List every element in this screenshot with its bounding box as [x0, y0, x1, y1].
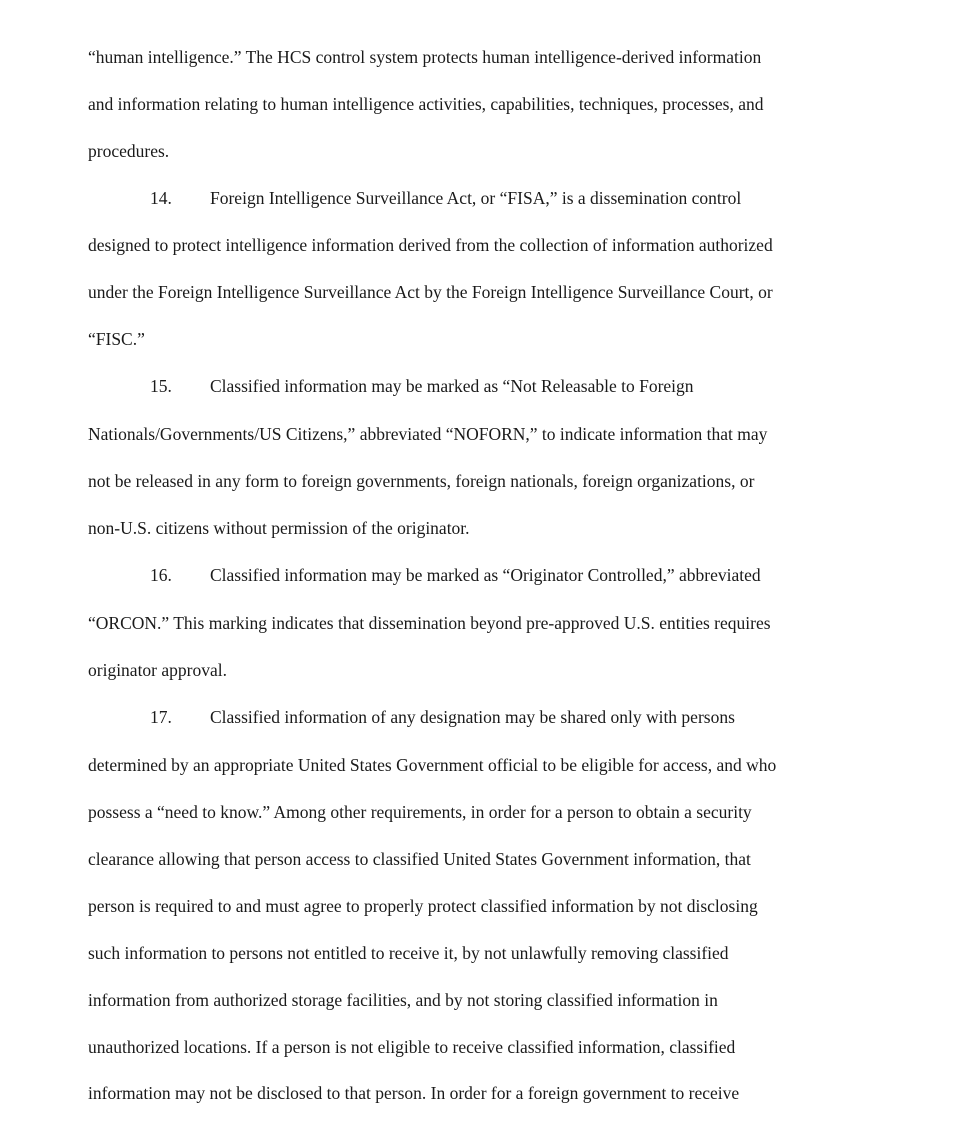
- paragraph-15-first-line: [150, 376, 694, 396]
- text-line: non-U.S. citizens without permission of the originator.: [88, 518, 470, 538]
- paragraph-text: Classified information may be marked as “Originator Controlled,” abbreviated: [210, 565, 761, 585]
- paragraph-number: 14.: [150, 188, 172, 208]
- text-line: such information to persons not entitled to receive it, by not unlawfully removing classified: [88, 943, 729, 963]
- text-line: information from authorized storage facilities, and by not storing classified information in: [88, 990, 718, 1010]
- paragraph-text: Foreign Intelligence Surveillance Act, or “FISA,” is a dissemination control: [210, 188, 742, 208]
- text-line: “ORCON.” This marking indicates that dissemination beyond pre-approved U.S. entities requires: [88, 613, 771, 633]
- paragraph-text: Classified information may be marked as “Not Releasable to Foreign: [210, 376, 694, 396]
- text-line: person is required to and must agree to properly protect classified information by not disclosing: [88, 896, 758, 916]
- paragraph-14-first-line: [150, 188, 741, 208]
- text-line: unauthorized locations. If a person is not eligible to receive classified information, classified: [88, 1037, 736, 1057]
- text-line: Nationals/Governments/US Citizens,” abbreviated “NOFORN,” to indicate information that may: [88, 424, 768, 444]
- text-line: possess a “need to know.” Among other requirements, in order for a person to obtain a security: [88, 802, 752, 822]
- text-line: and information relating to human intelligence activities, capabilities, techniques, processes, and: [88, 94, 764, 114]
- text-line: information may not be disclosed to that person. In order for a foreign government to receive: [88, 1083, 740, 1103]
- text-line: originator approval.: [88, 660, 227, 680]
- text-line: clearance allowing that person access to classified United States Government information, that: [88, 849, 751, 869]
- paragraph-number: 17.: [150, 707, 172, 727]
- text-line: under the Foreign Intelligence Surveillance Act by the Foreign Intelligence Surveillance Court, or: [88, 282, 773, 302]
- text-line: procedures.: [88, 141, 170, 161]
- text-line: designed to protect intelligence information derived from the collection of information authorized: [88, 235, 773, 255]
- paragraph-17-first-line: [150, 707, 735, 727]
- paragraph-16-first-line: [150, 565, 761, 585]
- text-line: “FISC.”: [88, 329, 145, 349]
- paragraph-text: Classified information of any designation may be shared only with persons: [210, 707, 735, 727]
- text-line: “human intelligence.” The HCS control system protects human intelligence-derived information: [88, 47, 762, 67]
- text-line: not be released in any form to foreign governments, foreign nationals, foreign organizations, or: [88, 471, 755, 491]
- paragraph-number: 16.: [150, 565, 172, 585]
- text-line: determined by an appropriate United States Government official to be eligible for access, and who: [88, 755, 777, 775]
- paragraph-number: 15.: [150, 376, 172, 396]
